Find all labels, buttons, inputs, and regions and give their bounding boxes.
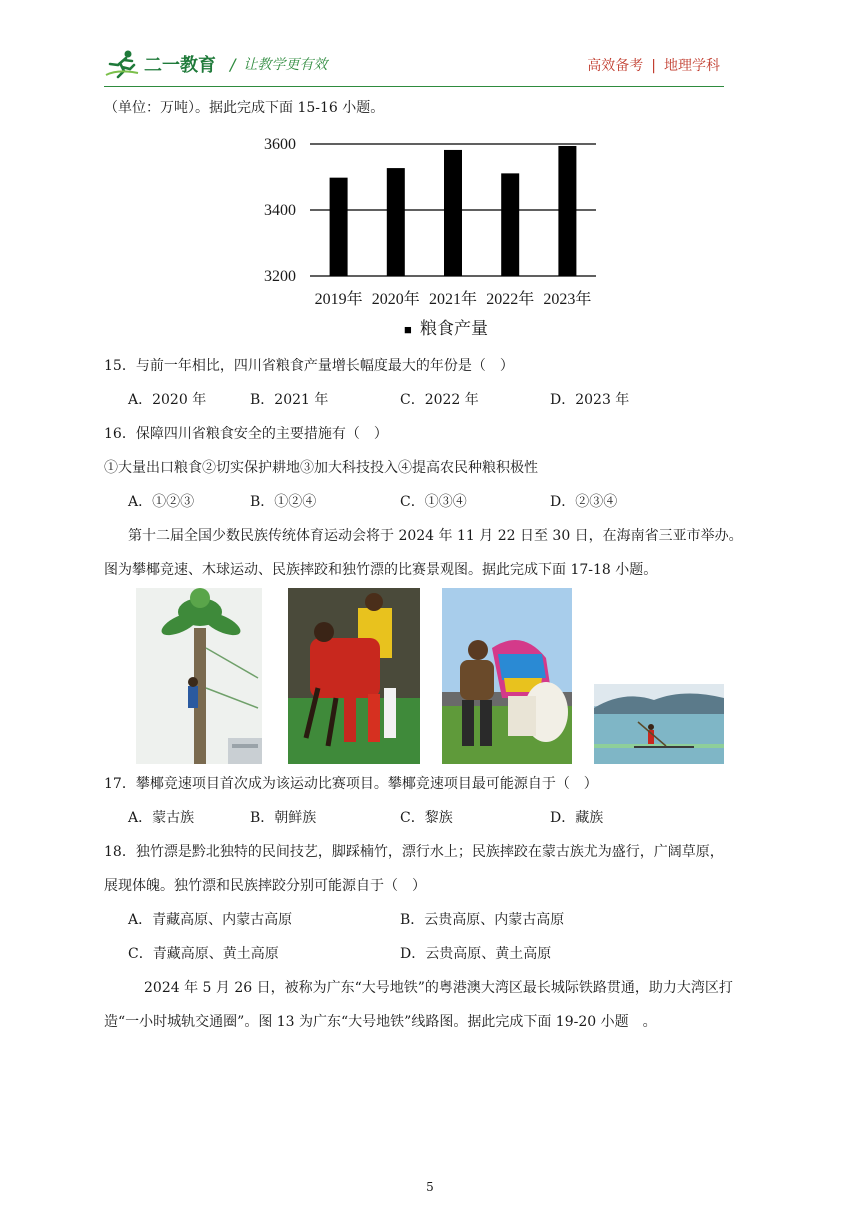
y-tick-label: 3200 <box>264 268 296 285</box>
para2-line1: 2024 年 5 月 26 日，被称为广东“大号地铁”的粤港澳大湾区最长城际铁路贯通，助力大湾区打 <box>144 980 733 996</box>
x-tick-label: 2023年 <box>543 291 592 308</box>
q18-option-d: D．云贵高原、黄土高原 <box>400 946 552 962</box>
x-tick-label: 2019年 <box>314 291 363 308</box>
header-slash: / <box>230 54 236 74</box>
q16-option-b: B．①②④ <box>250 494 317 510</box>
q17-option-b: B．朝鲜族 <box>250 810 317 826</box>
q18-option-c: C．青藏高原、黄土高原 <box>128 946 279 962</box>
q15-option-c: C．2022 年 <box>400 392 479 408</box>
runner-logo-icon <box>104 49 140 79</box>
photo-single-bamboo-drifting <box>594 684 724 764</box>
q16-option-d: D．②③④ <box>550 494 618 510</box>
header-logo <box>104 48 327 80</box>
q15-option-b: B．2021 年 <box>250 392 329 408</box>
y-tick-label: 3400 <box>264 202 296 219</box>
q15-option-d: D．2023 年 <box>550 392 630 408</box>
y-tick-label: 3600 <box>264 136 296 153</box>
brand-slogan: 让教学更有效 <box>243 57 328 73</box>
legend-label: 粮食产量 <box>420 319 488 338</box>
para2-line2: 造“一小时城轨交通圈”。图 13 为广东“大号地铁”线路图。据此完成下面 19-20 小题 。 <box>104 1014 657 1030</box>
q17-option-c: C．黎族 <box>400 810 453 826</box>
header-tag-subject: 地理学科 <box>664 58 720 74</box>
para1-line1: 第十二届全国少数民族传统体育运动会将于 2024 年 11 月 22 日至 30 日，在海南省三亚市举办。 <box>128 528 743 544</box>
q18-stem-line1: 18．独竹漂是黔北独特的民间技艺，脚踩楠竹，漂行水上；民族摔跤在蒙古族尤为盛行，广阔草原， <box>104 844 724 860</box>
x-tick-label: 2020年 <box>371 291 420 308</box>
bar-2019年 <box>330 178 348 276</box>
legend-marker: ■ <box>404 322 412 337</box>
header-separator: | <box>651 58 656 74</box>
q17-stem: 17．攀椰竞速项目首次成为该运动比赛项目。攀椰竞速项目最可能源自于（ ） <box>104 776 598 792</box>
para1-line2: 图为攀椰竞速、木球运动、民族摔跤和独竹漂的比赛景观图。据此完成下面 17-18 小题。 <box>104 562 658 578</box>
q17-option-a: A．蒙古族 <box>128 810 195 826</box>
q17-option-d: D．藏族 <box>550 810 604 826</box>
page-number: 5 <box>426 1180 434 1194</box>
x-tick-label: 2022年 <box>486 291 535 308</box>
grain-output-bar-chart <box>250 128 620 348</box>
q18-stem-line2: 展现体魄。独竹漂和民族摔跤分别可能源自于（ ） <box>104 878 426 894</box>
x-tick-label: 2021年 <box>428 291 478 308</box>
q15-stem: 15．与前一年相比，四川省粮食产量增长幅度最大的年份是（ ） <box>104 358 514 374</box>
q16-option-c: C．①③④ <box>400 494 467 510</box>
header-subject <box>587 55 720 75</box>
brand-name: 二一教育 <box>144 55 216 76</box>
header-tag-prep: 高效备考 <box>587 58 644 74</box>
q18-option-b: B．云贵高原、内蒙古高原 <box>400 912 565 928</box>
photo-coconut-climbing <box>136 588 262 764</box>
photo-ethnic-wrestling <box>442 588 572 764</box>
bar-2023年 <box>558 146 576 276</box>
intro-text: （单位：万吨）。据此完成下面 15-16 小题。 <box>104 100 385 116</box>
q16-stem: 16．保障四川省粮食安全的主要措施有（ ） <box>104 426 388 442</box>
photo-wood-ball <box>288 588 420 764</box>
bar-2021年 <box>444 150 462 276</box>
q15-option-a: A．2020 年 <box>128 392 207 408</box>
q16-statement: ①大量出口粮食②切实保护耕地③加大科技投入④提高农民种粮积极性 <box>104 460 538 476</box>
header-rule <box>104 86 724 87</box>
q16-option-a: A．①②③ <box>128 494 195 510</box>
bar-2022年 <box>501 173 519 276</box>
bar-2020年 <box>387 168 405 276</box>
q18-option-a: A．青藏高原、内蒙古高原 <box>128 912 293 928</box>
